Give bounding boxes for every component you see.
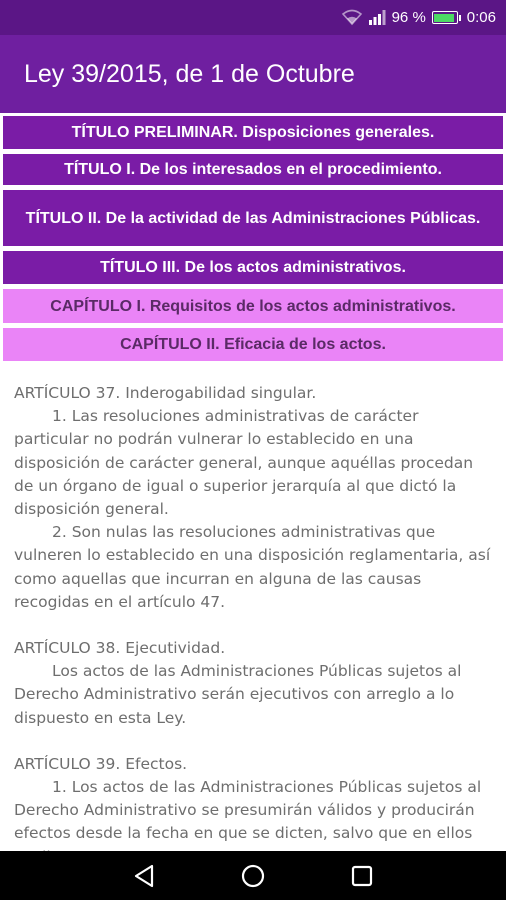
back-icon[interactable] bbox=[114, 851, 174, 900]
section-capitulo-i[interactable]: CAPÍTULO I. Requisitos de los actos administrativos. bbox=[3, 289, 503, 323]
section-titulo-ii[interactable]: TÍTULO II. De la actividad de las Administraciones Públicas. bbox=[3, 190, 503, 246]
battery-percent: 96 % bbox=[391, 9, 426, 26]
app-title: Ley 39/2015, de 1 de Octubre bbox=[24, 59, 355, 88]
article-paragraph: Los actos de las Administraciones Públicas sujetos al Derecho Administrativo serán ejecutivos con arreglo a lo dispuesto en esta Ley. bbox=[14, 662, 462, 727]
article-paragraph: 2. Son nulas las resoluciones administrativas que vulneren lo establecido en una disposición reglamentaria, así como aquellas que incurran en alguna de las causas recogidas en el artículo 47. bbox=[14, 523, 491, 611]
article-38 bbox=[14, 637, 492, 730]
home-icon[interactable] bbox=[223, 851, 283, 900]
section-titulo-i[interactable]: TÍTULO I. De los interesados en el procedimiento. bbox=[3, 154, 503, 185]
article-paragraph: 1. Las resoluciones administrativas de carácter particular no podrán vulnerar lo establecido en una disposición de carácter general, aunque aquéllas procedan de un órgano de igual o superior jerarquía al que dictó la disposición general. bbox=[14, 407, 474, 519]
wifi-icon bbox=[342, 10, 362, 25]
article-paragraph: 1. Los actos de las Administraciones Públicas sujetos al Derecho Administrativo se presumirán válidos y producirán efectos desde la fecha en que se dicten, salvo que en ellos bbox=[14, 778, 482, 843]
article-heading: ARTÍCULO 37. Inderogabilidad singular. bbox=[14, 384, 317, 402]
section-titulo-preliminar[interactable]: TÍTULO PRELIMINAR. Disposiciones generales. bbox=[3, 116, 503, 149]
recents-icon[interactable] bbox=[332, 851, 392, 900]
navigation-bar bbox=[0, 851, 506, 900]
clock: 0:06 bbox=[466, 9, 496, 26]
signal-icon bbox=[368, 10, 386, 25]
article-content bbox=[0, 370, 506, 850]
article-heading: ARTÍCULO 38. Ejecutividad. bbox=[14, 639, 226, 658]
section-titulo-iii[interactable]: TÍTULO III. De los actos administrativos. bbox=[3, 251, 503, 284]
status-bar bbox=[0, 0, 506, 35]
app-bar bbox=[0, 35, 506, 113]
battery-icon bbox=[432, 11, 461, 24]
article-heading: ARTÍCULO 39. Efectos. bbox=[14, 754, 188, 773]
section-capitulo-ii[interactable]: CAPÍTULO II. Eficacia de los actos. bbox=[3, 328, 503, 361]
article-37 bbox=[14, 382, 492, 614]
